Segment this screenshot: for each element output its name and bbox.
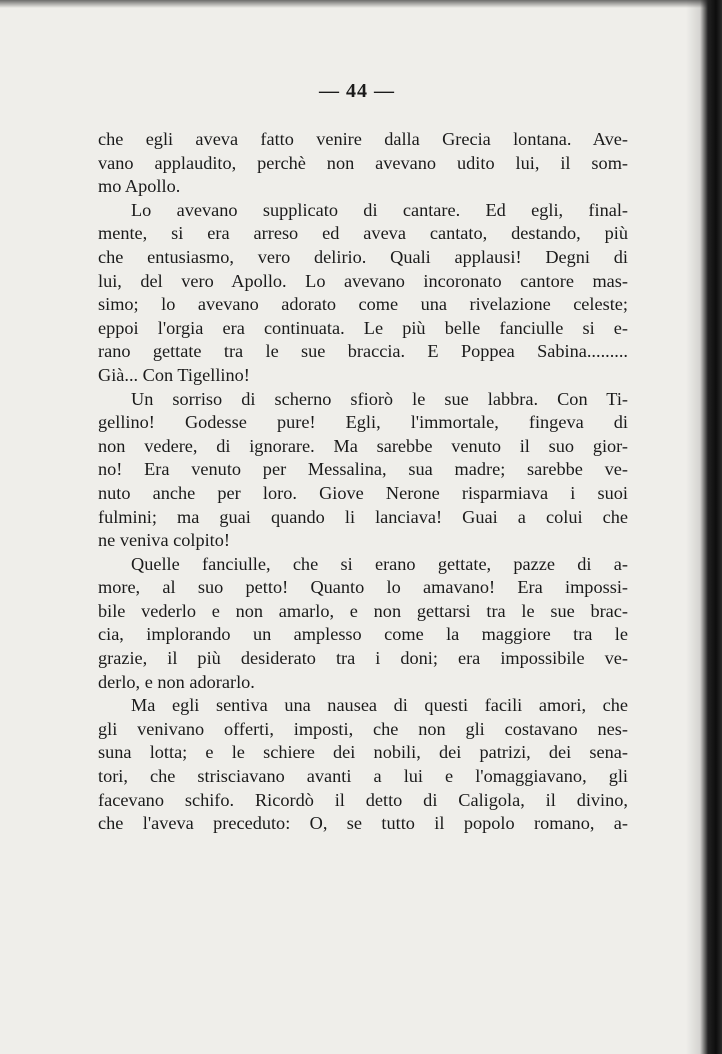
text-line: grazie, il più desiderato tra i doni; era impossibile ve- xyxy=(98,648,628,669)
text-line: Già... Con Tigellino! xyxy=(98,364,250,385)
text-line: Quelle fanciulle, che si erano gettate, pazze di a- xyxy=(131,553,628,574)
text-line: ne veniva colpito! xyxy=(98,530,230,551)
text-line: bile vederlo e non amarlo, e non gettarsi tra le sue brac- xyxy=(98,600,628,621)
text-line: suna lotta; e le schiere dei nobili, dei patrizi, dei sena- xyxy=(98,742,628,763)
text-line: Lo avevano supplicato di cantare. Ed egli, final- xyxy=(131,199,628,220)
text-line: nuto anche per loro. Giove Nerone risparmiava i suoi xyxy=(98,482,628,503)
text-line: facevano schifo. Ricordò il detto di Caligola, il divino, xyxy=(98,789,628,810)
body-text xyxy=(98,128,628,836)
scan-top-shadow xyxy=(0,0,722,8)
page-number: — 44 — xyxy=(319,80,395,102)
text-line: derlo, e non adorarlo. xyxy=(98,671,255,692)
text-line: eppoi l'orgia era continuata. Le più belle fanciulle si e- xyxy=(98,317,628,338)
text-line: che l'aveva preceduto: O, se tutto il popolo romano, a- xyxy=(98,813,628,834)
scan-binding-edge xyxy=(686,0,722,1054)
text-line: cia, implorando un amplesso come la maggiore tra le xyxy=(98,624,628,645)
text-line: mo Apollo. xyxy=(98,176,181,197)
text-line: fulmini; ma guai quando li lanciava! Guai a colui che xyxy=(98,506,628,527)
text-line: no! Era venuto per Messalina, sua madre; sarebbe ve- xyxy=(98,459,628,480)
text-line: more, al suo petto! Quanto lo amavano! Era impossi- xyxy=(98,577,628,598)
text-line: rano gettate tra le sue braccia. E Poppea Sabina......... xyxy=(98,341,628,362)
text-line: simo; lo avevano adorato come una rivelazione celeste; xyxy=(98,294,628,315)
text-line: che egli aveva fatto venire dalla Grecia lontana. Ave- xyxy=(98,129,628,149)
text-line: che entusiasmo, vero delirio. Quali applausi! Degni di xyxy=(98,246,628,267)
text-line: tori, che strisciavano avanti a lui e l'omaggiavano, gli xyxy=(98,766,628,787)
text-line: mente, si era arreso ed aveva cantato, destando, più xyxy=(98,223,628,244)
text-line: Ma egli sentiva una nausea di questi facili amori, che xyxy=(131,695,628,716)
text-line: Un sorriso di scherno sfiorò le sue labbra. Con Ti- xyxy=(131,388,628,409)
text-line: vano applaudito, perchè non avevano udito lui, il som- xyxy=(98,152,628,173)
text-line: non vedere, di ignorare. Ma sarebbe venuto il suo gior- xyxy=(98,435,628,456)
text-line: lui, del vero Apollo. Lo avevano incoronato cantore mas- xyxy=(98,270,628,291)
text-line: gellino! Godesse pure! Egli, l'immortale, fingeva di xyxy=(98,412,628,433)
text-line: gli venivano offerti, imposti, che non gli costavano nes- xyxy=(98,718,628,739)
